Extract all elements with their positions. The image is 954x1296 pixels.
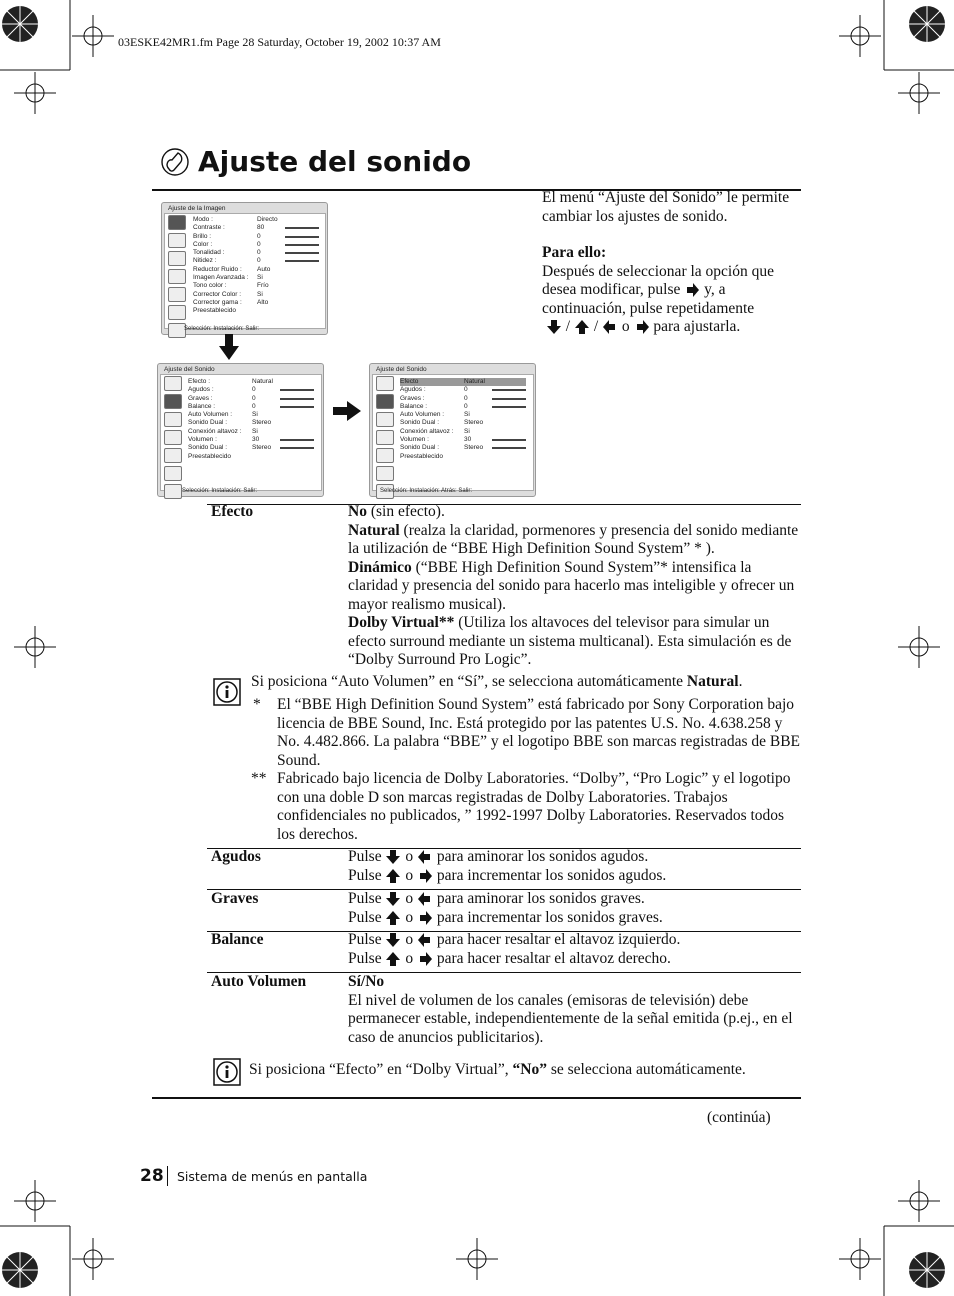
screen-row-label: Sonido Dual : [400, 444, 440, 452]
efecto-description [348, 503, 803, 670]
screen-row [188, 378, 314, 386]
or-text: o [405, 848, 414, 865]
or-text: o [621, 318, 630, 335]
screen-row [400, 378, 526, 386]
screen-row [188, 444, 314, 452]
footer-divider [167, 1166, 168, 1186]
screen-title: Ajuste del Sonido [164, 366, 215, 373]
arrow-right-icon [417, 951, 433, 967]
footnote-mark: * [253, 696, 261, 713]
pulse-text: Pulse [348, 908, 382, 926]
arrow-down-icon [385, 849, 401, 865]
agudos-line-1: para aminorar los sonidos agudos. [436, 848, 649, 865]
screen-row-value: 0 [464, 402, 468, 410]
arrow-down-icon [385, 891, 401, 907]
screen-row-slider [285, 236, 319, 238]
arrow-left-icon [417, 891, 433, 907]
screen-row [193, 257, 319, 265]
arrow-left-icon [417, 849, 433, 865]
screen-row [188, 403, 314, 411]
option-dinamico: Dinámico [348, 558, 412, 576]
screen-row-value: Stereo [252, 419, 272, 427]
or-text: o [405, 866, 414, 884]
page-section-title: Sistema de menús en pantalla [177, 1169, 368, 1184]
menu-icon [376, 466, 394, 481]
sound-note-icon [160, 147, 190, 177]
screen-row-label: Volumen : [188, 436, 217, 444]
option-no: No [348, 503, 367, 520]
option-no-text: (sin efecto). [366, 503, 445, 520]
screen-row [193, 266, 319, 274]
screen-row-value: Auto [257, 265, 271, 273]
screen-footer: Selección: Instalación: Salir: [184, 326, 260, 332]
screen-row-label: Nitidez : [193, 257, 217, 265]
or-text: o [405, 949, 414, 967]
graves-description [348, 890, 803, 927]
screen-row [193, 216, 319, 224]
agudos-description [348, 848, 803, 885]
term-efecto: Efecto [211, 503, 254, 520]
page-number: 28 [140, 1166, 164, 1186]
screen-row-label: Graves : [188, 394, 213, 402]
screen-row-label: Reductor Ruido : [193, 265, 242, 273]
menu-icon [168, 251, 186, 266]
screen-row-slider [492, 398, 526, 400]
screen-row [188, 386, 314, 394]
screen-row-label: Efecto [400, 378, 419, 385]
menu-icon [164, 466, 182, 481]
note-bold: “No” [512, 1061, 547, 1078]
screen-row-value [252, 453, 280, 461]
screen-row-value: Stereo [464, 444, 484, 452]
screen-icon-column [376, 376, 394, 502]
info-icon [213, 1058, 241, 1086]
screen-row [193, 291, 319, 299]
continued-label: (continúa) [707, 1109, 771, 1126]
term-balance: Balance [211, 931, 264, 948]
screen-row-value: 0 [252, 386, 256, 394]
intro-instruction-3: para ajustarla. [653, 318, 741, 335]
screen-row [188, 453, 314, 461]
screen-row [193, 299, 319, 307]
file-header: 03ESKE42MR1.fm Page 28 Saturday, October 19, 2002 10:37 AM [118, 35, 441, 49]
screen-row-slider [280, 406, 314, 408]
screen-row-value [464, 453, 492, 461]
screen-row [400, 444, 526, 452]
arrow-left-icon [602, 319, 618, 335]
screen-row [400, 411, 526, 419]
screen-row [193, 249, 319, 257]
screen-row-label: Sonido Dual : [400, 419, 440, 427]
menu-icon [168, 233, 186, 248]
pulse-text: Pulse [348, 866, 382, 884]
screen-title: Ajuste del Sonido [376, 366, 427, 373]
separator: / [565, 318, 571, 335]
screen-row-value: 0 [464, 394, 468, 402]
screen-row-slider [280, 398, 314, 400]
screen-row-value: 30 [252, 436, 260, 444]
screen-row-label: Balance : [188, 402, 216, 410]
menu-screen-sound [157, 363, 324, 497]
screen-icon-column [168, 215, 186, 341]
option-dolby-virtual: Dolby Virtual** [348, 614, 455, 631]
screen-row [188, 395, 314, 403]
screen-row [400, 453, 526, 461]
screen-row-slider [285, 244, 319, 246]
screen-row-label: Graves : [400, 394, 425, 402]
note-bold: Natural [686, 673, 739, 690]
screen-row-value: 0 [257, 257, 261, 265]
screen-row [188, 411, 314, 419]
footnote-dolby: Fabricado bajo licencia de Dolby Laboratories. “Dolby”, “Pro Logic” y el logotipo con una doble D son marcas registradas de Dolby Laboratories. Trabajos confidenciales no publicados, ” 1992-1997 Dolby Laboratories. Reservados todos los derechos. [277, 770, 791, 843]
screen-row-label: Sonido Dual : [188, 444, 228, 452]
intro-paragraph: El menú “Ajuste del Sonido” le permite cambiar los ajustes de sonido. [542, 189, 790, 225]
screen-row-value: Si [464, 411, 470, 419]
balance-description [348, 931, 803, 968]
note-end: . [738, 673, 743, 690]
screen-row-slider [280, 389, 314, 391]
screen-row-slider [492, 439, 526, 441]
arrow-up-icon [574, 319, 590, 335]
screen-row-value: Si [252, 427, 258, 435]
screen-row-value: Si [257, 274, 263, 282]
balance-line-2: para hacer resaltar el altavoz derecho. [436, 949, 671, 967]
menu-icon [164, 394, 182, 409]
para-heading: Para ello: [542, 244, 607, 261]
screen-row-label: Conexión altavoz : [400, 427, 454, 435]
menu-icon [168, 215, 186, 230]
menu-icon [164, 412, 182, 427]
screen-rows [193, 216, 319, 316]
arrow-down-icon [385, 932, 401, 948]
arrow-down-icon [546, 319, 562, 335]
info-icon [213, 678, 241, 706]
screen-footer: Selección: Instalación: Atrás: Salir: [380, 488, 473, 494]
screen-row-value: 0 [257, 249, 261, 257]
note-text: Si posiciona “Efecto” en “Dolby Virtual”, [249, 1061, 513, 1078]
screen-row-slider [285, 260, 319, 262]
arrow-down-icon [219, 334, 239, 360]
arrow-right-icon [634, 319, 650, 335]
menu-screen-sound-effect [369, 363, 536, 497]
screen-row-value: 0 [464, 386, 468, 394]
screen-row-label: Brillo : [193, 232, 212, 240]
intro-instruction-2: y, a continuación, pulse repetidamente [542, 281, 755, 317]
screen-row-label: Tono color : [193, 282, 227, 290]
screen-row-label: Contraste : [193, 224, 225, 232]
screen-row [193, 274, 319, 282]
screen-row-value: Frío [257, 282, 269, 290]
intro-text [542, 189, 802, 337]
intro-instruction: Después de seleccionar la opción que desea modificar, pulse [542, 262, 774, 298]
screen-row-value: Stereo [464, 419, 484, 427]
screen-row [400, 436, 526, 444]
or-text: o [405, 908, 414, 926]
screen-row-label: Auto Volumen : [400, 411, 445, 419]
menu-icon [168, 287, 186, 302]
screen-row [193, 224, 319, 232]
arrow-right-icon [684, 282, 700, 298]
screen-row-label: Corrector Color : [193, 290, 242, 298]
note-text: Si posiciona “Auto Volumen” en “Sí”, se selecciona automáticamente [251, 673, 687, 690]
menu-icon [164, 430, 182, 445]
screen-row-slider [285, 252, 319, 254]
screen-row-label: Corrector gama : [193, 298, 242, 306]
screen-row-label: Modo : [193, 216, 213, 223]
screen-row-label: Volumen : [400, 436, 429, 444]
option-dolby-virtual-text: (Utiliza los altavoces del televisor para simular un efecto surround mediante un sistema multicanal). Esta simulación es de “Dolby Surround Pro Logic”. [348, 614, 792, 668]
menu-icon [168, 269, 186, 284]
menu-icon [164, 376, 182, 391]
screen-row-slider [492, 406, 526, 408]
screen-row-label: Efecto : [188, 378, 211, 385]
menu-icon [164, 448, 182, 463]
screen-row-slider [492, 447, 526, 449]
separator: / [593, 318, 599, 335]
arrow-right-icon [417, 868, 433, 884]
screen-row [400, 403, 526, 411]
screen-row-value: Stereo [252, 444, 272, 452]
pulse-text: Pulse [348, 890, 382, 907]
screen-row-label: Conexión altavoz : [188, 427, 242, 435]
screen-title: Ajuste de la Imagen [168, 205, 226, 212]
pulse-text: Pulse [348, 931, 382, 948]
screen-row-label: Agudos : [188, 386, 214, 394]
screen-row-label: Agudos : [400, 386, 426, 394]
graves-line-1: para aminorar los sonidos graves. [436, 890, 645, 907]
screen-row-value: 0 [252, 394, 256, 402]
screen-row [400, 419, 526, 427]
pulse-text: Pulse [348, 848, 382, 865]
screen-rows [400, 378, 526, 461]
screen-row-value: Si [257, 290, 263, 298]
menu-icon [376, 412, 394, 427]
agudos-line-2: para incrementar los sonidos agudos. [436, 866, 667, 884]
arrow-left-icon [417, 932, 433, 948]
screen-row-value: Si [252, 411, 258, 419]
footnote-bbe: El “BBE High Definition Sound System” está fabricado por Sony Corporation bajo licencia de BBE Sound, Inc. Está protegido por las patentes U.S. No. 4.638.258 y No. 4.482.866. La palabra “BBE” y el logotipo BBE son marcas registradas de BBE Sound. [277, 696, 801, 769]
option-dinamico-text: (“BBE High Definition Sound System”* intensifica la claridad y presencia del sonido para hacerlo mas inteligible y ofrecer un mayor realismo musical). [348, 558, 795, 613]
screen-row-slider [492, 389, 526, 391]
screen-row [193, 241, 319, 249]
screen-row [400, 428, 526, 436]
screen-footer: Selección: Instalación: Salir: [182, 488, 258, 494]
screen-row-slider [280, 447, 314, 449]
arrow-right-icon [333, 401, 361, 421]
auto-volumen-options: Sí/No [348, 973, 385, 990]
option-natural-text: (realza la claridad, pormenores y presencia del sonido mediante la utilización de “BBE High Definition Sound System” * ). [348, 521, 799, 557]
screen-row-label: Preestablecido [193, 307, 236, 315]
pulse-text: Pulse [348, 949, 382, 967]
screen-row-label: Balance : [400, 402, 428, 410]
menu-screen-picture [161, 202, 328, 335]
arrow-right-icon [417, 910, 433, 926]
screen-row [188, 436, 314, 444]
term-auto-volumen: Auto Volumen [211, 973, 307, 990]
auto-volumen-text: El nivel de volumen de los canales (emisoras de televisión) debe permanecer estable, independientemente de la señal emitida (p.ej., en el caso de anuncios publicitarios). [348, 991, 793, 1046]
screen-row-label: Preestablecido [188, 452, 231, 460]
screen-row-label: Imagen Avanzada : [193, 274, 249, 282]
screen-row-label: Sonido Dual : [188, 419, 228, 427]
screen-row-value: Natural [464, 378, 485, 385]
screen-row-value [257, 307, 285, 315]
graves-line-2: para incrementar los sonidos graves. [436, 908, 663, 926]
screen-row-value: 0 [257, 232, 261, 240]
screen-row-value: 0 [252, 402, 256, 410]
screen-row-label: Color : [193, 240, 213, 248]
page-title: Ajuste del sonido [198, 145, 472, 178]
title-block [160, 145, 471, 178]
arrow-up-icon [385, 951, 401, 967]
screen-row [188, 428, 314, 436]
screen-row-value: Alto [257, 298, 269, 306]
screen-row-value: Natural [252, 378, 273, 385]
screen-row-slider [280, 439, 314, 441]
menu-icon [376, 448, 394, 463]
term-graves: Graves [211, 890, 259, 907]
screen-row-value: 30 [464, 436, 472, 444]
screen-row [400, 386, 526, 394]
note-auto-volumen [251, 673, 801, 692]
arrow-up-icon [385, 910, 401, 926]
note-end: se selecciona automáticamente. [546, 1061, 746, 1078]
menu-icon [376, 430, 394, 445]
screen-row-value: 0 [257, 240, 261, 248]
or-text: o [405, 890, 414, 907]
note-dolby-virtual [249, 1061, 801, 1080]
menu-icon [168, 305, 186, 320]
balance-line-1: para hacer resaltar el altavoz izquierdo. [436, 931, 681, 948]
footnote-mark: ** [251, 770, 267, 787]
option-natural: Natural [348, 521, 400, 539]
menu-icon [376, 376, 394, 391]
auto-volumen-description [348, 973, 803, 1047]
screen-row [400, 395, 526, 403]
screen-row-slider [285, 227, 319, 229]
arrow-up-icon [385, 868, 401, 884]
screen-row [188, 419, 314, 427]
screen-row-label: Preestablecido [400, 452, 443, 460]
screen-row-value: Directo [257, 216, 278, 223]
screen-icon-column [164, 376, 182, 502]
menu-icon [376, 394, 394, 409]
screen-row-value: Si [464, 427, 470, 435]
bottom-rule [152, 1097, 801, 1099]
screen-row-label: Auto Volumen : [188, 411, 233, 419]
screen-row [193, 282, 319, 290]
screen-row-value: 80 [257, 224, 265, 232]
term-agudos: Agudos [211, 848, 261, 865]
or-text: o [405, 931, 414, 948]
screen-row [193, 233, 319, 241]
screen-rows [188, 378, 314, 461]
screen-row-label: Tonalidad : [193, 249, 225, 257]
screen-row [193, 307, 319, 315]
menu-icon [164, 484, 182, 499]
